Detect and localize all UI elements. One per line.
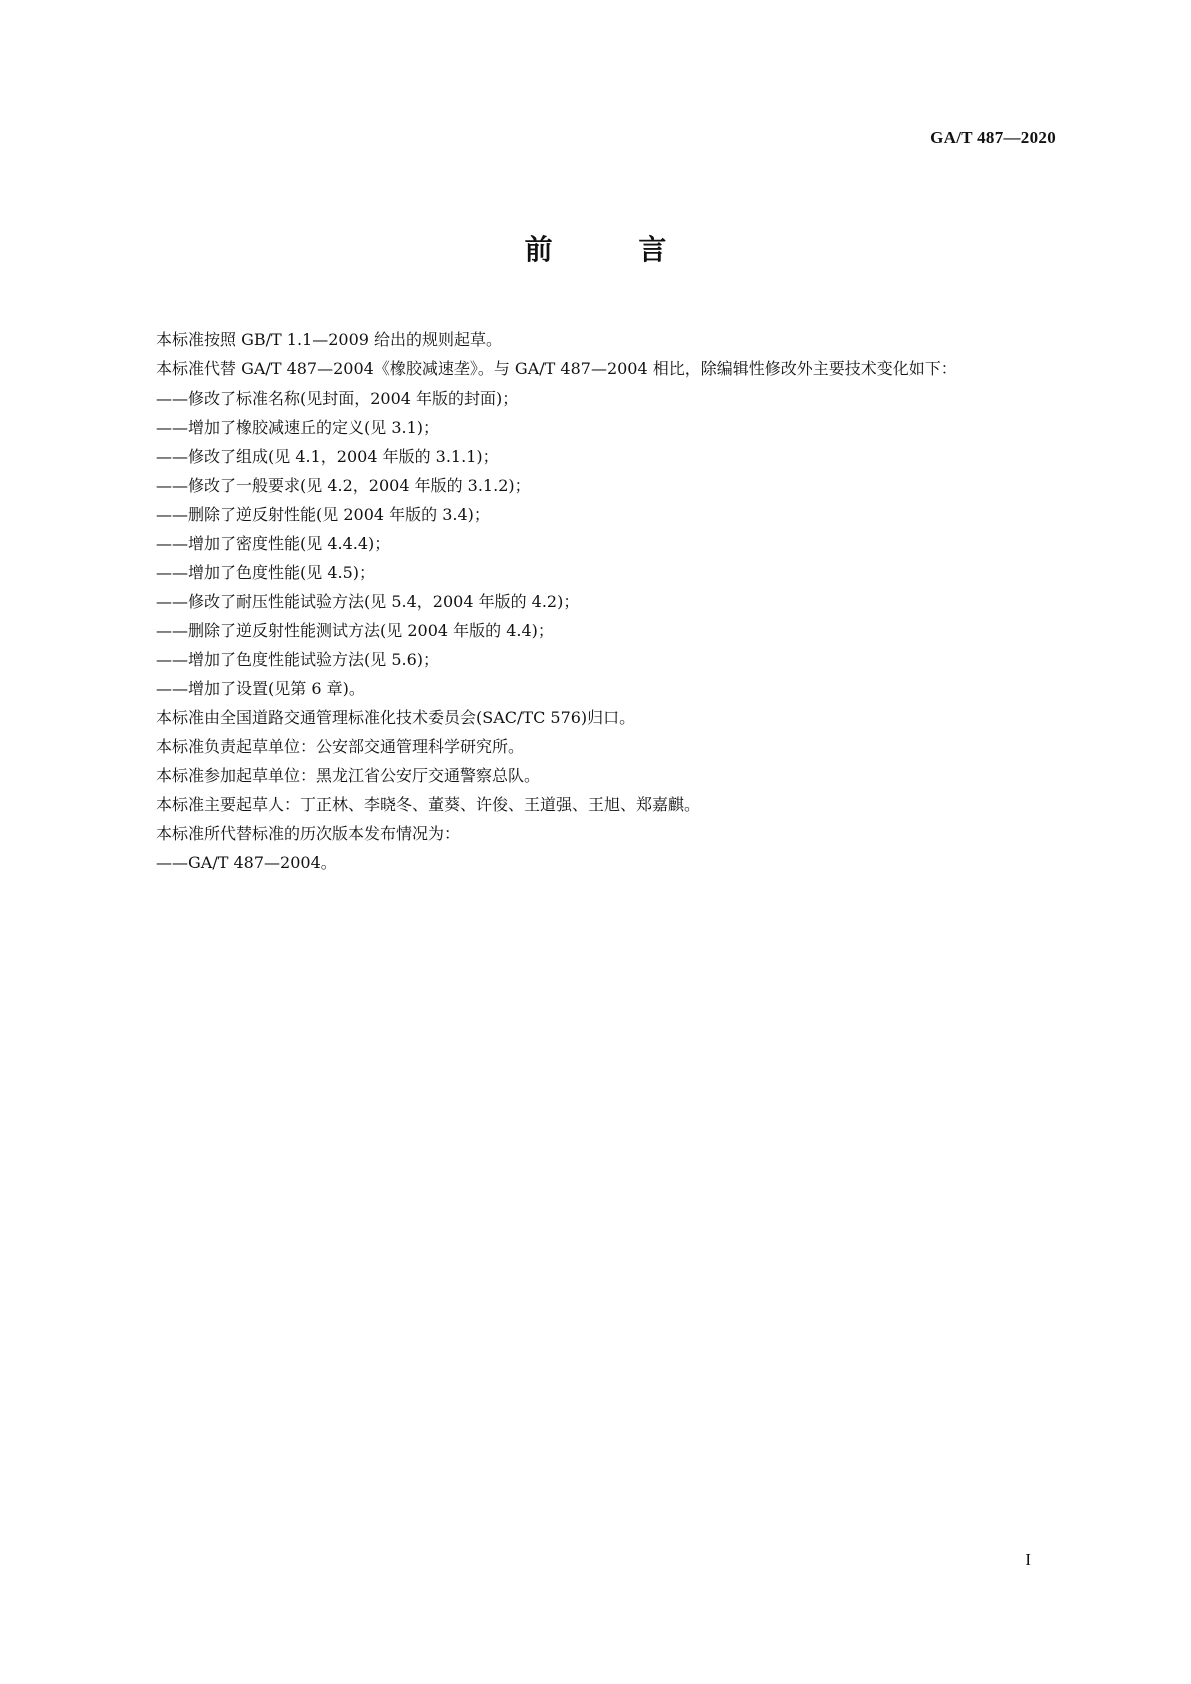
page-title: 前 言 bbox=[524, 233, 705, 266]
document-code: GA/T 487—2020 bbox=[930, 128, 1056, 147]
list-item: ——GA/T 487—2004。 bbox=[156, 853, 337, 872]
paragraph-history-intro: 本标准所代替标准的历次版本发布情况为： bbox=[156, 824, 461, 843]
list-item: ——增加了色度性能试验方法(见 5.6)； bbox=[156, 650, 440, 669]
paragraph-main-drafters: 本标准主要起草人：丁正林、李晓冬、董葵、许俊、王道强、王旭、郑嘉麒。 bbox=[156, 795, 701, 814]
paragraph-drafting-rules: 本标准按照 GB/T 1.1—2009 给出的规则起草。 bbox=[156, 330, 503, 349]
list-item: ——修改了标准名称(见封面，2004 年版的封面)； bbox=[156, 389, 519, 408]
foreword-body bbox=[124, 325, 1059, 877]
paragraph-replacement: 本标准代替 GA/T 487—2004《橡胶减速垄》。与 GA/T 487—2004 相比，除编辑性修改外主要技术变化如下： bbox=[156, 359, 957, 378]
page-number: I bbox=[1025, 1550, 1031, 1569]
list-item: ——修改了一般要求(见 4.2，2004 年版的 3.1.2)； bbox=[156, 476, 531, 495]
list-item: ——增加了设置(见第 6 章)。 bbox=[156, 679, 365, 698]
history-list bbox=[124, 848, 1059, 877]
list-item: ——修改了组成(见 4.1，2004 年版的 3.1.1)； bbox=[156, 447, 499, 466]
list-item: ——增加了色度性能(见 4.5)； bbox=[156, 563, 376, 582]
changes-list bbox=[124, 384, 1059, 703]
list-item: ——删除了逆反射性能(见 2004 年版的 3.4)； bbox=[156, 505, 490, 524]
paragraph-committee: 本标准由全国道路交通管理标准化技术委员会(SAC/TC 576)归口。 bbox=[156, 708, 636, 727]
paragraph-lead-drafter: 本标准负责起草单位：公安部交通管理科学研究所。 bbox=[156, 737, 525, 756]
list-item: ——修改了耐压性能试验方法(见 5.4，2004 年版的 4.2)； bbox=[156, 592, 580, 611]
list-item: ——删除了逆反射性能测试方法(见 2004 年版的 4.4)； bbox=[156, 621, 554, 640]
list-item: ——增加了密度性能(见 4.4.4)； bbox=[156, 534, 391, 553]
list-item: ——增加了橡胶减速丘的定义(见 3.1)； bbox=[156, 418, 440, 437]
paragraph-participating-drafter: 本标准参加起草单位：黑龙江省公安厅交通警察总队。 bbox=[156, 766, 541, 785]
